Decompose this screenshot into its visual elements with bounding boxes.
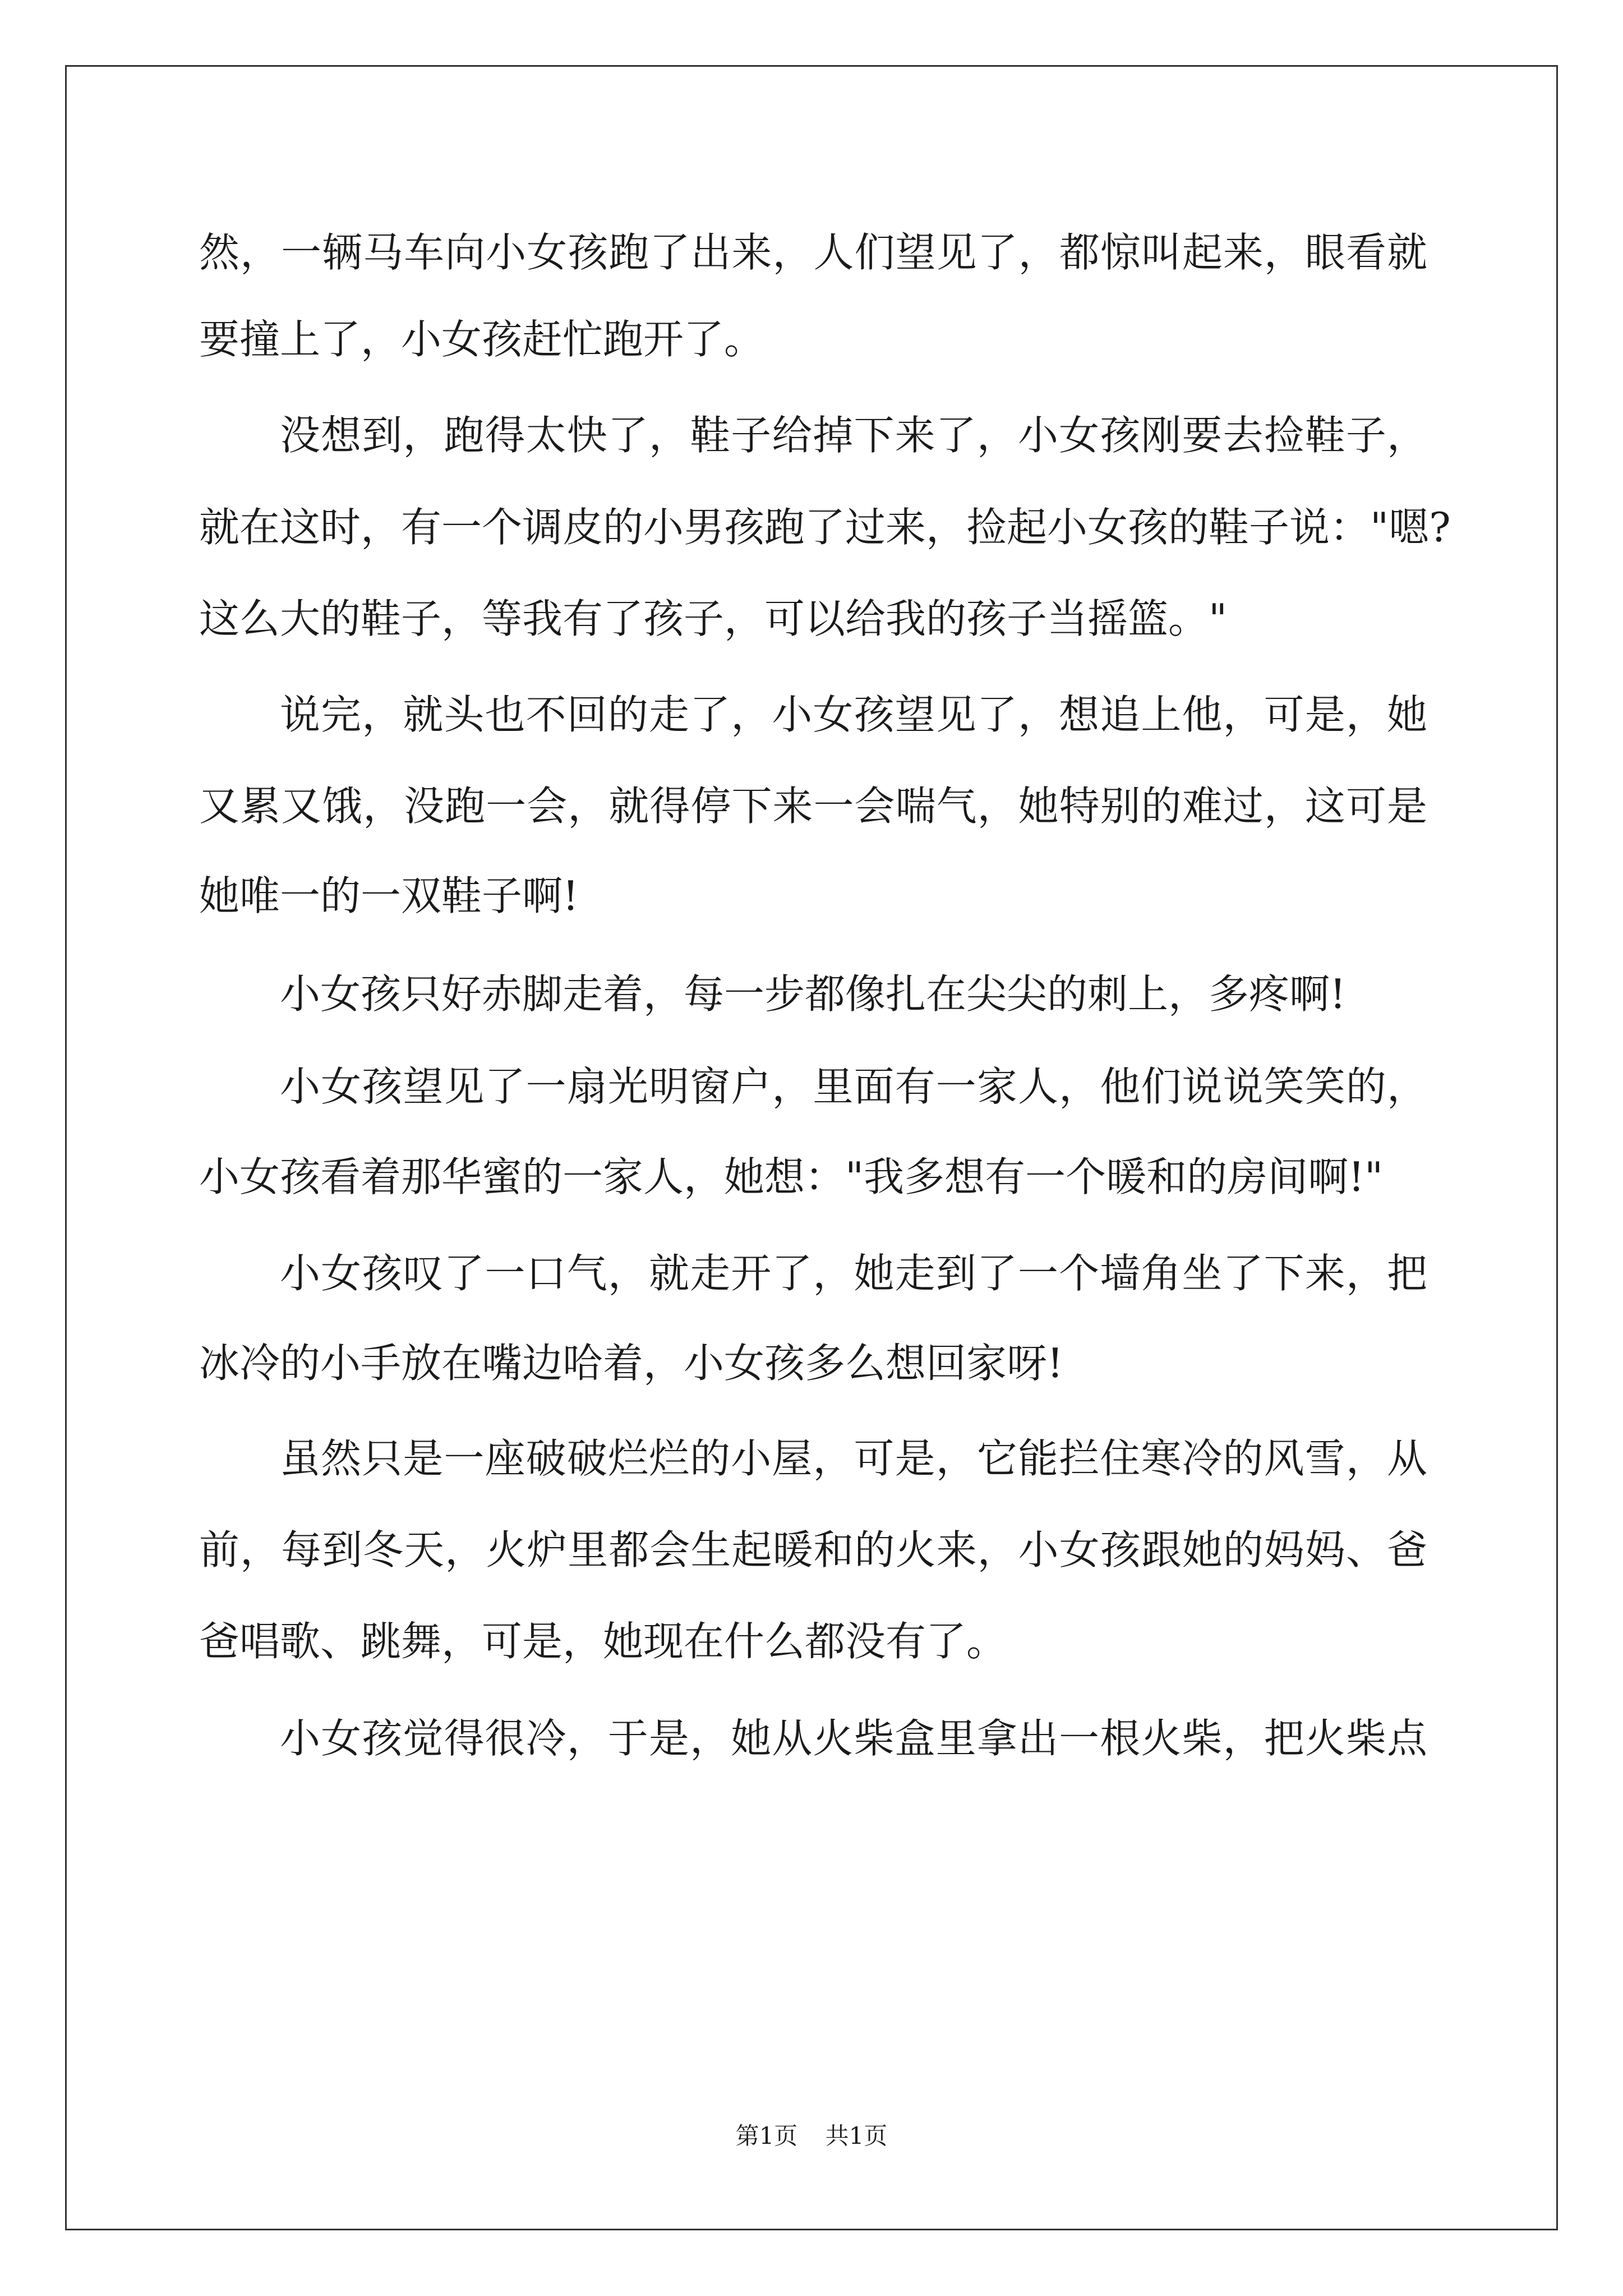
text-line: 虽然只是一座破破烂烂的小屋，可是，它能拦住寒冷的风雪，从 — [280, 1435, 1427, 1482]
text-line: 就在这时，有一个调皮的小男孩跑了过来，捡起小女孩的鞋子说："嗯? — [199, 504, 1451, 551]
text-line: 这么大的鞋子，等我有了孩子，可以给我的孩子当摇篮。" — [199, 595, 1228, 642]
text-line: 没想到，跑得太快了，鞋子给掉下来了，小女孩刚要去捡鞋子， — [280, 412, 1427, 459]
text-line: 前，每到冬天，火炉里都会生起暖和的火来，小女孩跟她的妈妈、爸 — [199, 1526, 1427, 1573]
page-frame — [65, 65, 1558, 2230]
text-line: 然，一辆马车向小女孩跑了出来，人们望见了，都惊叫起来，眼看就 — [199, 229, 1427, 276]
text-line: 她唯一的一双鞋子啊! — [199, 872, 579, 919]
text-line: 小女孩看着那华蜜的一家人，她想："我多想有一个暖和的房间啊!" — [199, 1153, 1384, 1200]
text-line: 冰冷的小手放在嘴边哈着，小女孩多么想回家呀! — [199, 1340, 1063, 1387]
text-line: 小女孩望见了一扇光明窗户，里面有一家人，他们说说笑笑的， — [280, 1063, 1427, 1110]
text-line: 小女孩觉得很冷，于是，她从火柴盒里拿出一根火柴，把火柴点 — [280, 1715, 1427, 1762]
page-number: 第1页 — [735, 2122, 798, 2150]
page-footer — [0, 2119, 1623, 2153]
text-line: 说完，就头也不回的走了，小女孩望见了，想追上他，可是，她 — [280, 691, 1427, 738]
page-total: 共1页 — [825, 2122, 888, 2150]
text-line: 要撞上了，小女孩赶忙跑开了。 — [199, 316, 765, 363]
text-line: 爸唱歌、跳舞，可是，她现在什么都没有了。 — [199, 1618, 1007, 1665]
text-line: 小女孩叹了一口气，就走开了，她走到了一个墙角坐了下来，把 — [280, 1250, 1427, 1297]
text-line: 又累又饿，没跑一会，就得停下来一会喘气，她特别的难过，这可是 — [199, 783, 1427, 830]
text-line: 小女孩只好赤脚走着，每一步都像扎在尖尖的刺上，多疼啊! — [280, 970, 1346, 1018]
